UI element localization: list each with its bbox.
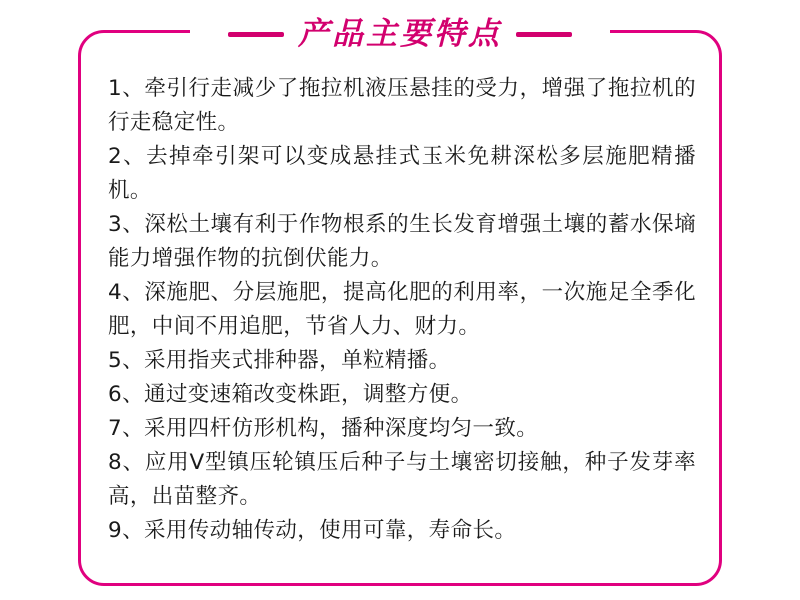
title-rule-right-icon [516, 32, 572, 37]
poster-header [0, 12, 800, 56]
title-rule-left-icon [228, 32, 284, 37]
feature-list [108, 72, 696, 548]
list-item: 8、应用V型镇压轮镇压后种子与土壤密切接触，种子发芽率高，出苗整齐。 [108, 450, 696, 509]
list-item: 7、采用四杆仿形机构，播种深度均匀一致。 [108, 416, 539, 441]
list-item: 3、深松土壤有利于作物根系的生长发育增强土壤的蓄水保墒能力增强作物的抗倒伏能力。 [108, 212, 696, 271]
list-item: 6、通过变速箱改变株距，调整方便。 [108, 382, 473, 407]
page-title: 产品主要特点 [298, 15, 502, 52]
list-item: 2、去掉牵引架可以变成悬挂式玉米免耕深松多层施肥精播机。 [108, 144, 696, 203]
list-item: 1、牵引行走减少了拖拉机液压悬挂的受力，增强了拖拉机的行走稳定性。 [108, 76, 696, 135]
list-item: 4、深施肥、分层施肥，提高化肥的利用率，一次施足全季化肥，中间不用追肥，节省人力、财力。 [108, 280, 696, 339]
list-item: 9、采用传动轴传动，使用可靠，寿命长。 [108, 518, 517, 543]
list-item: 5、采用指夹式排种器，单粒精播。 [108, 348, 451, 373]
